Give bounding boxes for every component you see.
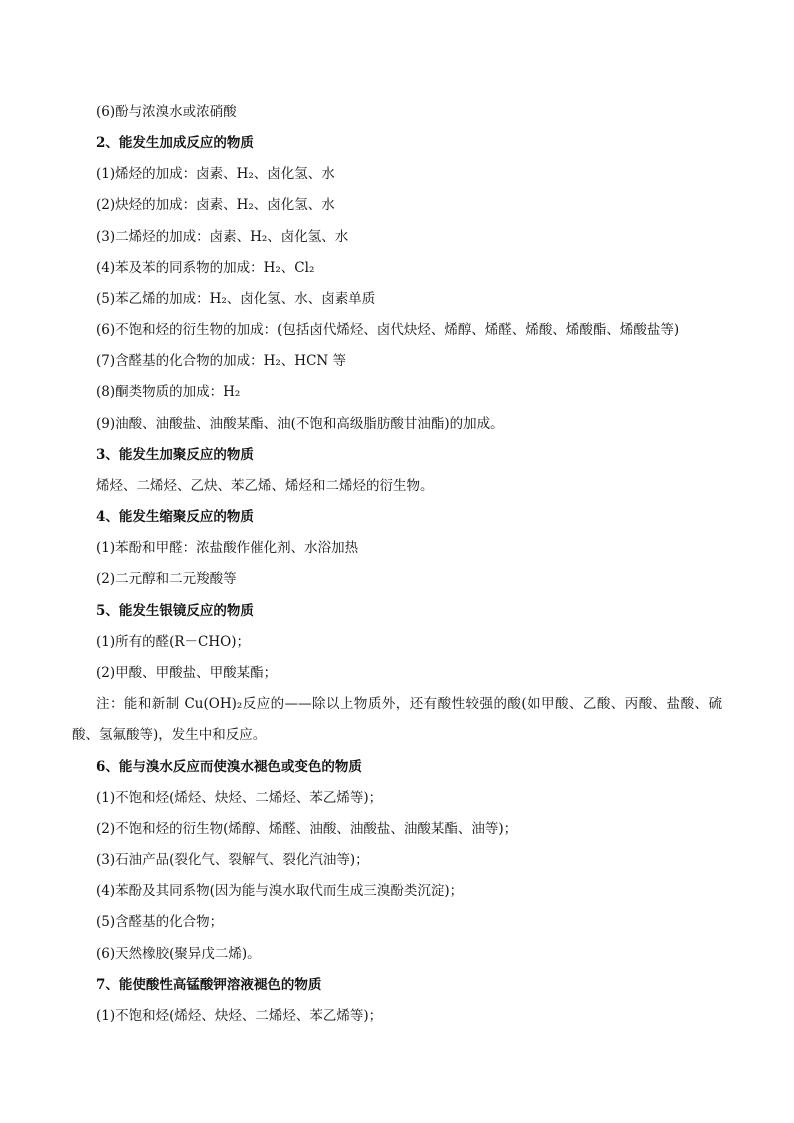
text-line: (3)二烯烃的加成：卤素、H₂、卤化氢、水 bbox=[96, 229, 349, 245]
text-line: (5)苯乙烯的加成：H₂、卤化氢、水、卤素单质 bbox=[96, 291, 376, 307]
section-heading: 5、能发生银镜反应的物质 bbox=[96, 603, 254, 619]
text-line: (3)石油产品(裂化气、裂解气、裂化汽油等)； bbox=[96, 852, 369, 868]
section-heading: 6、能与溴水反应而使溴水褪色或变色的物质 bbox=[96, 759, 362, 775]
text-line: (8)酮类物质的加成：H₂ bbox=[96, 384, 241, 400]
section-heading: 3、能发生加聚反应的物质 bbox=[96, 447, 254, 463]
text-line: (1)烯烃的加成：卤素、H₂、卤化氢、水 bbox=[96, 166, 335, 182]
text-line: (2)甲酸、甲酸盐、甲酸某酯； bbox=[96, 665, 278, 681]
text-line: (1)不饱和烃(烯烃、炔烃、二烯烃、苯乙烯等)； bbox=[96, 790, 383, 806]
text-line: (2)二元醇和二元羧酸等 bbox=[96, 571, 237, 587]
section-heading: 2、能发生加成反应的物质 bbox=[96, 135, 254, 151]
text-line: (7)含醛基的化合物的加成：H₂、HCN 等 bbox=[96, 353, 347, 369]
text-line: 烯烃、二烯烃、乙炔、苯乙烯、烯烃和二烯烃的衍生物。 bbox=[96, 478, 434, 494]
note-paragraph-continued: 酸、氢氟酸等)，发生中和反应。 bbox=[72, 727, 267, 743]
section-heading: 4、能发生缩聚反应的物质 bbox=[96, 509, 254, 525]
text-line: (9)油酸、油酸盐、油酸某酯、油(不饱和高级脂肪酸甘油酯)的加成。 bbox=[96, 416, 504, 432]
note-paragraph: 注：能和新制 Cu(OH)₂反应的——除以上物质外，还有酸性较强的酸(如甲酸、乙酸、丙酸、盐酸、硫 bbox=[96, 696, 722, 712]
text-line: (4)苯酚及其同系物(因为能与溴水取代而生成三溴酚类沉淀)； bbox=[96, 883, 464, 899]
text-line: (4)苯及苯的同系物的加成：H₂、Cl₂ bbox=[96, 260, 315, 276]
text-line: (1)所有的醛(R－CHO)； bbox=[96, 634, 250, 650]
text-line: (2)炔烃的加成：卤素、H₂、卤化氢、水 bbox=[96, 197, 335, 213]
text-line: (1)苯酚和甲醛：浓盐酸作催化剂、水浴加热 bbox=[96, 540, 359, 556]
text-line: (5)含醛基的化合物； bbox=[96, 914, 224, 930]
text-line: (6)天然橡胶(聚异戊二烯)。 bbox=[96, 946, 261, 962]
text-line: (6)不饱和烃的衍生物的加成：(包括卤代烯烃、卤代炔烃、烯醇、烯醛、烯酸、烯酸酯、烯酸盐等) bbox=[96, 322, 680, 338]
section-heading: 7、能使酸性高锰酸钾溶液褪色的物质 bbox=[96, 977, 322, 993]
text-line: (2)不饱和烃的衍生物(烯醇、烯醛、油酸、油酸盐、油酸某酯、油等)； bbox=[96, 821, 518, 837]
text-line: (6)酚与浓溴水或浓硝酸 bbox=[96, 104, 237, 120]
text-line: (1)不饱和烃(烯烃、炔烃、二烯烃、苯乙烯等)； bbox=[96, 1008, 383, 1024]
